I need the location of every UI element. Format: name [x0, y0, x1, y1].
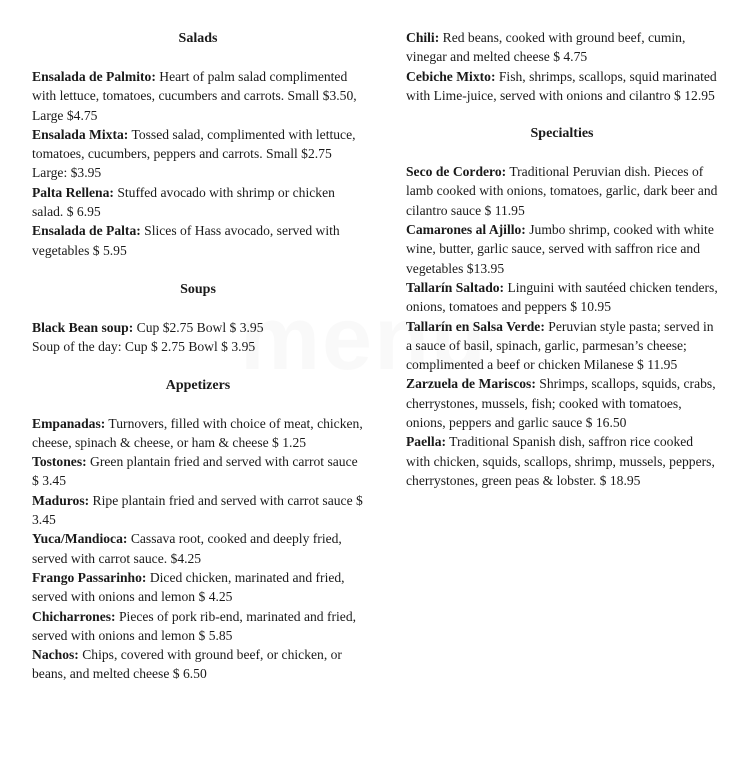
- appetizers-heading: Appetizers: [165, 377, 231, 393]
- salads-heading: Salads: [178, 31, 218, 46]
- menu-item: Ensalada de Palta: Slices of Hass avocado, served with vegetables $ 5.95: [32, 223, 340, 258]
- menu-item: Chicharrones: Pieces of pork rib-end, marinated and fried, served with onions and lemon $ 5.85: [32, 608, 357, 643]
- menu-item: Maduros: Ripe plantain fried and served with carrot sauce $ 3.45: [32, 492, 363, 528]
- menu-item: Seco de Cordero: Traditional Peruvian dish. Pieces of lamb cooked with onions, tomatoes, garlic, dark beer and cilantro sauce $ 11.95: [406, 164, 718, 218]
- menu-item: Ensalada de Palmito: Heart of palm salad complimented with lettuce, tomatoes, cucumbers and carrots. Small $3.50, Large $4.75: [32, 69, 357, 123]
- specialties-list: [406, 162, 718, 490]
- appetizers-list: [32, 414, 364, 684]
- specialties-heading: Specialties: [530, 126, 594, 142]
- soups-list: [32, 318, 364, 357]
- menu-item: Black Bean soup: Cup $2.75 Bowl $ 3.95: [32, 319, 264, 335]
- menu-item: Large: $3.95: [32, 165, 102, 181]
- menu-item: Zarzuela de Mariscos: Shrimps, scallops, squids, crabs, cherrystones, mussels, fish; cooked with tomatoes, onions, peppers and garlic sauce $ 16.50: [406, 376, 716, 431]
- menu-item: Empanadas: Turnovers, filled with choice of meat, chicken, cheese, spinach & cheese, or ham & cheese $ 1.25: [32, 415, 363, 450]
- menu-item: Soup of the day: Cup $ 2.75 Bowl $ 3.95: [32, 339, 256, 355]
- menu-item: Paella: Traditional Spanish dish, saffron rice cooked with chicken, squids, scallops, shrimp, mussels, peppers, cherrystones, green peas & lobster. $ 18.95: [406, 434, 715, 488]
- menu-item: Frango Passarinho: Diced chicken, marinated and fried, served with onions and lemon $ 4.25: [32, 569, 345, 605]
- left-column: [32, 0, 364, 684]
- menu-item: Palta Rellena: Stuffed avocado with shrimp or chicken salad. $ 6.95: [32, 184, 335, 220]
- menu-item: Tallarín Saltado: Linguini with sautéed chicken tenders, onions, tomatoes and peppers $ 10.95: [406, 279, 718, 315]
- soups-heading: Soups: [180, 281, 216, 297]
- extra-appetizers-list: [406, 28, 718, 105]
- menu-item: Nachos: Chips, covered with ground beef, or chicken, or beans, and melted cheese $ 6.50: [32, 647, 342, 682]
- menu-item: Chili: Red beans, cooked with ground beef, cumin, vinegar and melted cheese $ 4.75: [406, 30, 686, 65]
- menu-item: Camarones al Ajillo: Jumbo shrimp, cooked with white wine, butter, garlic sauce, served with saffron rice and vegetables $13.95: [406, 222, 714, 276]
- salads-list: [32, 67, 364, 260]
- menu-item: Ensalada Mixta: Tossed salad, complimented with lettuce, tomatoes, cucumbers, peppers and carrots. Small $2.75: [32, 126, 356, 162]
- menu-item: Yuca/Mandioca: Cassava root, cooked and deeply fried, served with carrot sauce. $4.25: [32, 531, 342, 566]
- menu-item: Cebiche Mixto: Fish, shrimps, scallops, squid marinated with Lime-juice, served with onions and cilantro $ 12.95: [406, 68, 717, 103]
- menu-item: Tostones: Green plantain fried and served with carrot sauce $ 3.45: [32, 454, 358, 489]
- right-column: [406, 0, 718, 490]
- menu-item: Tallarín en Salsa Verde: Peruvian style pasta; served in a sauce of basil, spinach, garlic, parmesan’s cheese; complimented a beef or chicken Milanese $ 11.95: [406, 318, 714, 373]
